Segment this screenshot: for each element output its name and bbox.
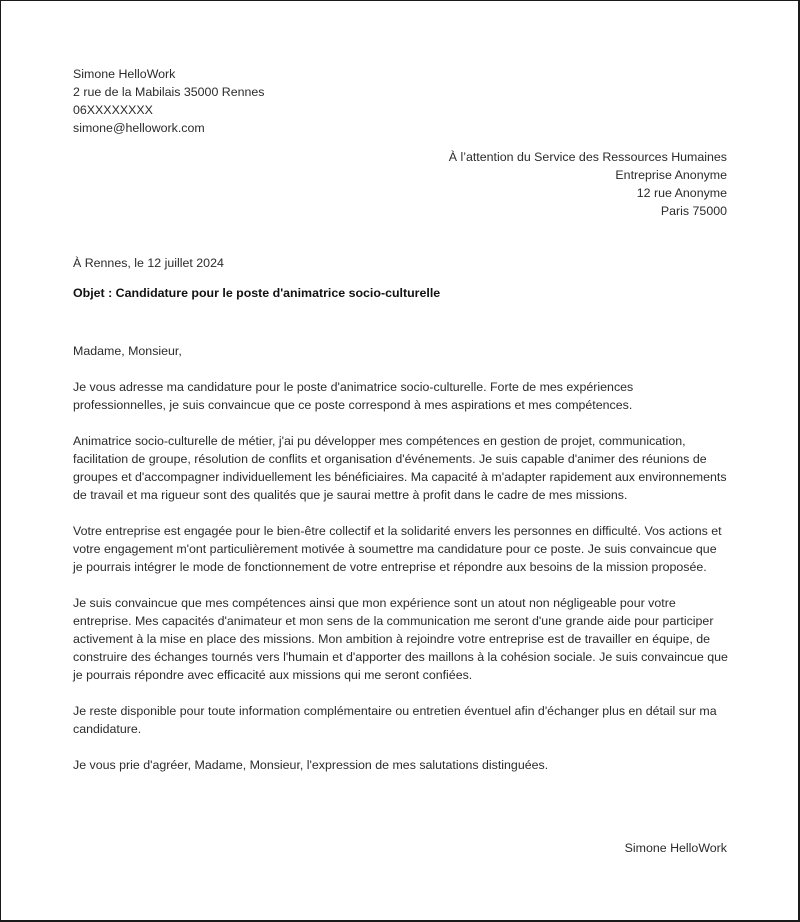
recipient-city: Paris 75000 bbox=[660, 204, 727, 218]
signature: Simone HelloWork bbox=[624, 841, 727, 855]
subject-line: Objet : Candidature pour le poste d'animatrice socio-culturelle bbox=[73, 286, 441, 300]
paragraph-company: Votre entreprise est engagée pour le bien-être collectif et la solidarité envers les personnes en difficulté. Vos actions et votre engagement m'ont particulièrement motivée à soumettre ma candidature pour ce poste. Je suis convaincue que je pourrais intégrer le mode de fonctionnement de votre entreprise et répondre aux besoins de la mission proposée. bbox=[73, 524, 722, 574]
paragraph-motivation: Je suis convaincue que mes compétences ainsi que mon expérience sont un atout non négligeable pour votre entreprise. Mes capacités d'animateur et mon sens de la communication me seront d'une grande aide pour participer activement à la mise en place des missions. Mon ambition à rejoindre votre entreprise est de travailler en équipe, de construire des échanges tournés vers l'humain et d'apporter des maillons à la cohésion sociale. Je suis convaincue que je pourrais répondre avec efficacité aux missions qui me seront confiées. bbox=[73, 596, 728, 682]
recipient-block bbox=[449, 148, 727, 220]
paragraph-intro: Je vous adresse ma candidature pour le poste d'animatrice socio-culturelle. Forte de mes expériences professionnelles, je suis convaincue que ce poste correspond à mes aspirations et mes compétences. bbox=[73, 380, 634, 412]
sender-block bbox=[73, 65, 265, 137]
paragraph-availability: Je reste disponible pour toute information complémentaire ou entretien éventuel afin d'échanger plus en détail sur ma candidature. bbox=[73, 704, 717, 736]
date-line: À Rennes, le 12 juillet 2024 bbox=[73, 256, 224, 270]
sender-phone: 06XXXXXXXX bbox=[73, 103, 153, 117]
salutation: Madame, Monsieur, bbox=[73, 344, 182, 358]
recipient-street: 12 rue Anonyme bbox=[636, 186, 727, 200]
recipient-company: Entreprise Anonyme bbox=[615, 168, 727, 182]
sender-name: Simone HelloWork bbox=[73, 67, 176, 81]
sender-email: simone@hellowork.com bbox=[73, 121, 205, 135]
sender-address: 2 rue de la Mabilais 35000 Rennes bbox=[73, 85, 265, 99]
recipient-attention: À l’attention du Service des Ressources Humaines bbox=[448, 150, 727, 164]
paragraph-closing: Je vous prie d'agréer, Madame, Monsieur, l'expression de mes salutations distinguées. bbox=[73, 758, 549, 772]
paragraph-skills: Animatrice socio-culturelle de métier, j'ai pu développer mes compétences en gestion de projet, communication, facilitation de groupe, résolution de conflits et organisation d'événements. Je suis capable d'animer des réunions de groupes et d'accompagner individuellement les bénéficiaires. Ma capacité à m'adapter rapidement aux environnements de travail et ma rigueur sont des qualités que je saurai mettre à profit dans le cadre de mes missions. bbox=[73, 434, 727, 502]
letter-body bbox=[73, 342, 729, 792]
